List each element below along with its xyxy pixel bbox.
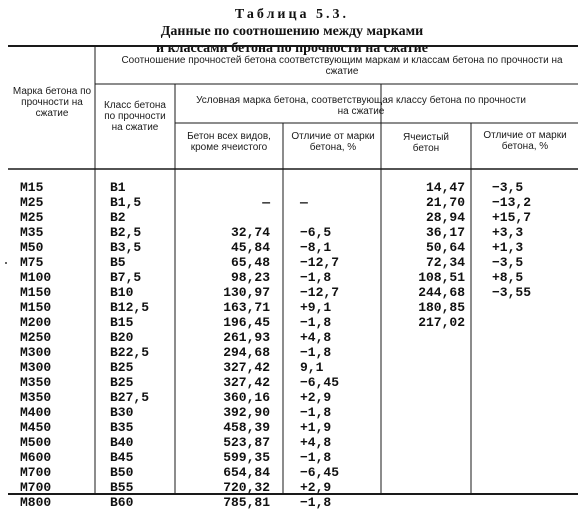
cell-cellular [395, 420, 465, 435]
cell-class: В60 [110, 495, 134, 510]
cell-mark: М150 [20, 300, 52, 315]
cell-diff1: −1,8 [300, 450, 332, 465]
cell-diff1: +1,9 [300, 420, 332, 435]
cell-diff1: −1,8 [300, 405, 332, 420]
cell-cellular: 36,17 [425, 225, 465, 240]
cell-class: В7,5 [110, 270, 142, 285]
cell-class: В25 [110, 360, 134, 375]
cell-class: В1 [110, 180, 126, 195]
cell-diff1 [300, 180, 339, 195]
cell-heavy [190, 210, 270, 225]
cell-mark: М35 [20, 225, 44, 240]
cell-cellular [395, 330, 465, 345]
cell-diff2 [492, 315, 531, 330]
cell-diff2 [492, 480, 531, 495]
cell-heavy [190, 180, 270, 195]
cell-diff1: −6,45 [300, 375, 340, 390]
cell-class: В50 [110, 465, 134, 480]
cell-diff2: +8,5 [492, 270, 524, 285]
cell-diff2 [492, 450, 531, 465]
cell-diff1: −1,8 [300, 315, 332, 330]
cell-mark: М200 [20, 315, 52, 330]
stray-dot [5, 262, 7, 264]
cell-cellular: 21,70 [425, 195, 465, 210]
table-label: Таблица 5.3. [234, 7, 350, 22]
cell-heavy: 392,90 [223, 405, 270, 420]
cell-diff2 [492, 495, 531, 510]
cell-class: В2 [110, 210, 126, 225]
cell-diff2 [492, 390, 531, 405]
cell-mark: М300 [20, 345, 52, 360]
cell-heavy: 196,45 [223, 315, 270, 330]
cell-cellular: 108,51 [418, 270, 465, 285]
cell-cellular [395, 375, 465, 390]
cell-mark: М75 [20, 255, 44, 270]
cell-mark: М15 [20, 180, 44, 195]
column-heavy [190, 180, 270, 510]
cell-heavy: 360,16 [223, 390, 270, 405]
cell-class: В1,5 [110, 195, 142, 210]
cell-class: В2,5 [110, 225, 142, 240]
cell-cellular [395, 390, 465, 405]
cell-mark: М350 [20, 390, 52, 405]
header-diff2: Отличие от марки бетона, % [483, 130, 567, 152]
cell-diff1: −1,8 [300, 270, 332, 285]
cell-diff2: −3,5 [492, 180, 524, 195]
header-cellular-concrete: Ячеистый бетон [403, 132, 449, 154]
cell-diff1: −8,1 [300, 240, 332, 255]
column-diff2 [492, 180, 531, 510]
cell-cellular [395, 495, 465, 510]
cell-mark: М600 [20, 450, 52, 465]
cell-class: В55 [110, 480, 134, 495]
cell-class: В27,5 [110, 390, 150, 405]
cell-heavy: 98,23 [230, 270, 270, 285]
cell-mark: М50 [20, 240, 44, 255]
cell-heavy: 261,93 [223, 330, 270, 345]
cell-mark: М25 [20, 195, 44, 210]
cell-class: В12,5 [110, 300, 150, 315]
cell-mark: М25 [20, 210, 44, 225]
cell-class: В3,5 [110, 240, 142, 255]
cell-heavy: 720,32 [223, 480, 270, 495]
cell-diff1: −6,45 [300, 465, 340, 480]
cell-class: В10 [110, 285, 134, 300]
cell-cellular: 180,85 [418, 300, 465, 315]
cell-cellular [395, 345, 465, 360]
cell-heavy: 599,35 [223, 450, 270, 465]
cell-diff1: −1,8 [300, 345, 332, 360]
cell-heavy: 45,84 [230, 240, 270, 255]
column-cellular [395, 180, 465, 510]
cell-cellular: 14,47 [425, 180, 465, 195]
header-conditional: Условная марка бетона, соответствующая классу бетона по прочности на сжатие [196, 95, 526, 117]
cell-cellular: 50,64 [425, 240, 465, 255]
cell-heavy: 523,87 [223, 435, 270, 450]
cell-diff2: +1,3 [492, 240, 524, 255]
cell-mark: М700 [20, 480, 52, 495]
cell-cellular [395, 450, 465, 465]
cell-class: В22,5 [110, 345, 150, 360]
cell-diff2 [492, 345, 531, 360]
cell-diff2: −13,2 [492, 195, 532, 210]
cell-heavy: 327,42 [223, 360, 270, 375]
cell-diff2 [492, 300, 531, 315]
cell-diff2 [492, 330, 531, 345]
cell-class: В5 [110, 255, 126, 270]
cell-cellular: 28,94 [425, 210, 465, 225]
cell-heavy: 458,39 [223, 420, 270, 435]
cell-heavy: 654,84 [223, 465, 270, 480]
cell-cellular [395, 480, 465, 495]
column-mark [20, 180, 51, 510]
cell-heavy: 327,42 [223, 375, 270, 390]
cell-diff1: — [300, 195, 308, 210]
cell-class: В40 [110, 435, 134, 450]
cell-cellular: 217,02 [418, 315, 465, 330]
cell-diff2: −3,55 [492, 285, 532, 300]
header-heavy-concrete: Бетон всех видов, кроме ячеистого [187, 131, 271, 153]
cell-diff2: +3,3 [492, 225, 524, 240]
cell-mark: М350 [20, 375, 52, 390]
cell-mark: М700 [20, 465, 52, 480]
cell-diff1: +2,9 [300, 390, 332, 405]
cell-class: В15 [110, 315, 134, 330]
cell-cellular [395, 465, 465, 480]
cell-mark: М250 [20, 330, 52, 345]
column-class [110, 180, 149, 510]
cell-diff2 [492, 405, 531, 420]
cell-cellular [395, 405, 465, 420]
cell-diff2: +15,7 [492, 210, 532, 225]
cell-mark: М450 [20, 420, 52, 435]
cell-mark: М300 [20, 360, 52, 375]
cell-heavy: 65,48 [230, 255, 270, 270]
cell-mark: М400 [20, 405, 52, 420]
cell-diff2: −3,5 [492, 255, 524, 270]
cell-mark: М150 [20, 285, 52, 300]
cell-cellular: 72,34 [425, 255, 465, 270]
cell-diff1: −12,7 [300, 255, 340, 270]
header-ratio: Соотношение прочностей бетона соответствующим маркам и классам бетона по прочности на сжатие [121, 55, 563, 77]
cell-diff2 [492, 465, 531, 480]
cell-mark: М800 [20, 495, 52, 510]
cell-diff1: +4,8 [300, 435, 332, 450]
cell-diff2 [492, 360, 531, 375]
cell-heavy: 130,97 [223, 285, 270, 300]
cell-diff1: 9,1 [300, 360, 324, 375]
cell-cellular [395, 435, 465, 450]
cell-class: В45 [110, 450, 134, 465]
cell-diff1: −1,8 [300, 495, 332, 510]
table-title-line1: Данные по соотношению между марками [160, 24, 424, 39]
cell-diff1: +4,8 [300, 330, 332, 345]
cell-cellular: 244,68 [418, 285, 465, 300]
cell-diff1 [300, 210, 339, 225]
cell-heavy: 785,81 [223, 495, 270, 510]
cell-heavy: 294,68 [223, 345, 270, 360]
cell-heavy: 163,71 [223, 300, 270, 315]
cell-heavy: 32,74 [230, 225, 270, 240]
cell-diff2 [492, 375, 531, 390]
cell-diff2 [492, 435, 531, 450]
cell-class: В30 [110, 405, 134, 420]
cell-mark: М500 [20, 435, 52, 450]
cell-diff1: +2,9 [300, 480, 332, 495]
cell-diff1: −12,7 [300, 285, 340, 300]
header-diff1: Отличие от марки бетона, % [291, 131, 375, 153]
cell-class: В20 [110, 330, 134, 345]
header-class: Класс бетона по прочности на сжатие [104, 100, 166, 133]
header-mark: Марка бетона по прочности на сжатие [12, 86, 92, 119]
cell-diff2 [492, 420, 531, 435]
cell-class: В35 [110, 420, 134, 435]
column-diff1 [300, 180, 339, 510]
cell-class: В25 [110, 375, 134, 390]
table-title-line2: и классами бетона по прочности на сжатие [156, 41, 428, 56]
cell-heavy: — [262, 195, 270, 210]
cell-diff1: −6,5 [300, 225, 332, 240]
cell-cellular [395, 360, 465, 375]
cell-mark: М100 [20, 270, 52, 285]
cell-diff1: +9,1 [300, 300, 332, 315]
